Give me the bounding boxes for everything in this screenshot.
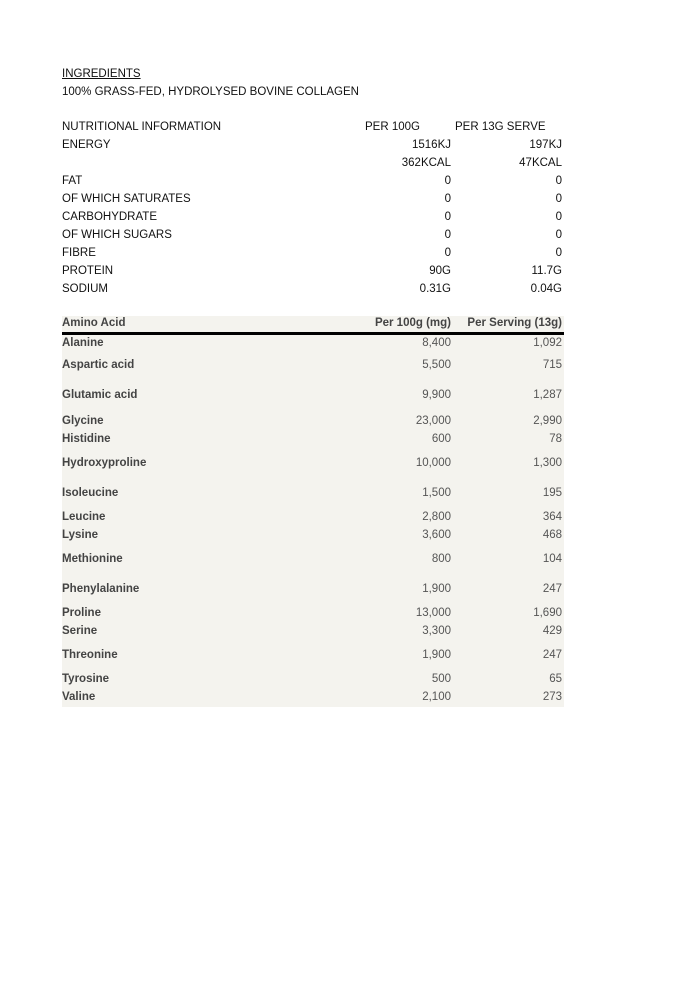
amino-row xyxy=(62,689,564,707)
amino-row-perserving: 104 xyxy=(542,553,562,565)
amino-row-name: Isoleucine xyxy=(62,487,119,499)
amino-row-per100g: 10,000 xyxy=(415,457,451,469)
nutrition-header-label: NUTRITIONAL INFORMATION xyxy=(62,121,222,133)
nutrition-row-label: SODIUM xyxy=(62,283,108,295)
amino-row xyxy=(62,623,564,647)
amino-row-perserving: 247 xyxy=(542,583,562,595)
amino-row-perserving: 1,300 xyxy=(533,457,562,469)
nutrition-row xyxy=(62,283,564,301)
amino-row xyxy=(62,357,564,387)
amino-row-perserving: 273 xyxy=(542,691,562,703)
amino-row-per100g: 3,300 xyxy=(422,625,451,637)
amino-row-per100g: 23,000 xyxy=(415,415,451,427)
amino-row-name: Methionine xyxy=(62,553,123,565)
amino-row-per100g: 1,900 xyxy=(422,649,451,661)
nutrition-row-label: OF WHICH SUGARS xyxy=(62,229,172,241)
nutrition-row-label: ENERGY xyxy=(62,139,111,151)
nutrition-row xyxy=(62,157,564,175)
amino-row-per100g: 3,600 xyxy=(422,529,451,541)
nutrition-row xyxy=(62,139,564,157)
amino-row xyxy=(62,431,564,455)
amino-row xyxy=(62,551,564,581)
amino-row-per100g: 13,000 xyxy=(415,607,451,619)
nutrition-row-perserve: 0 xyxy=(555,175,562,187)
amino-row-perserving: 2,990 xyxy=(533,415,562,427)
amino-header-name: Amino Acid xyxy=(62,317,126,329)
ingredients-text: 100% GRASS-FED, HYDROLYSED BOVINE COLLAGEN xyxy=(62,86,359,98)
amino-row-name: Alanine xyxy=(62,337,104,349)
amino-row-name: Serine xyxy=(62,625,98,637)
amino-row-per100g: 2,800 xyxy=(422,511,451,523)
nutrition-row-per100g: 0 xyxy=(444,211,451,223)
amino-row-name: Glutamic acid xyxy=(62,389,138,401)
nutrition-row-per100g: 90G xyxy=(429,265,451,277)
nutrition-header-col1: PER 100G xyxy=(365,121,420,133)
nutrition-row-per100g: 0 xyxy=(444,247,451,259)
nutrition-row-label: CARBOHYDRATE xyxy=(62,211,157,223)
amino-row xyxy=(62,387,564,413)
amino-row-name: Proline xyxy=(62,607,101,619)
nutrition-row-perserve: 0 xyxy=(555,247,562,259)
amino-row-name: Histidine xyxy=(62,433,111,445)
nutrition-row xyxy=(62,247,564,265)
amino-row-per100g: 600 xyxy=(431,433,451,445)
amino-row-perserving: 195 xyxy=(542,487,562,499)
nutrition-header-col2: PER 13G SERVE xyxy=(455,121,546,133)
nutrition-row xyxy=(62,175,564,193)
amino-row-name: Phenylalanine xyxy=(62,583,140,595)
amino-row xyxy=(62,335,564,357)
nutrition-row-label: FAT xyxy=(62,175,83,187)
amino-row-name: Leucine xyxy=(62,511,106,523)
amino-row xyxy=(62,605,564,623)
amino-row-name: Lysine xyxy=(62,529,99,541)
nutrition-row-perserve: 47KCAL xyxy=(519,157,562,169)
ingredients-heading: INGREDIENTS xyxy=(62,68,141,80)
nutrition-row xyxy=(62,193,564,211)
nutrition-row xyxy=(62,211,564,229)
amino-row-perserving: 364 xyxy=(542,511,562,523)
amino-row xyxy=(62,527,564,551)
amino-row-name: Tyrosine xyxy=(62,673,110,685)
nutrition-row-per100g: 0 xyxy=(444,229,451,241)
amino-table-header xyxy=(62,316,564,335)
amino-row-name: Threonine xyxy=(62,649,118,661)
amino-row-per100g: 500 xyxy=(431,673,451,685)
amino-row xyxy=(62,671,564,689)
amino-row-name: Aspartic acid xyxy=(62,359,135,371)
nutrition-row-label: OF WHICH SATURATES xyxy=(62,193,191,205)
amino-row xyxy=(62,413,564,431)
amino-row-per100g: 800 xyxy=(431,553,451,565)
amino-row-perserving: 468 xyxy=(542,529,562,541)
amino-row xyxy=(62,485,564,509)
nutrition-row-perserve: 11.7G xyxy=(531,265,562,277)
amino-row-per100g: 2,100 xyxy=(422,691,451,703)
nutrition-row-perserve: 0 xyxy=(555,211,562,223)
nutrition-row xyxy=(62,229,564,247)
amino-row-perserving: 247 xyxy=(542,649,562,661)
amino-row xyxy=(62,455,564,485)
nutrition-row-perserve: 0 xyxy=(555,193,562,205)
amino-acid-table xyxy=(62,316,564,707)
nutrition-row-per100g: 0 xyxy=(444,193,451,205)
amino-row-perserving: 1,287 xyxy=(533,389,562,401)
nutrition-row-perserve: 197KJ xyxy=(529,139,562,151)
amino-row-name: Valine xyxy=(62,691,96,703)
amino-row-perserving: 65 xyxy=(549,673,562,685)
nutrition-row-per100g: 362KCAL xyxy=(401,157,451,169)
nutrition-row-per100g: 1516KJ xyxy=(411,139,451,151)
nutrition-row-perserve: 0 xyxy=(555,229,562,241)
amino-row xyxy=(62,509,564,527)
amino-row-name: Glycine xyxy=(62,415,104,427)
amino-row-perserving: 715 xyxy=(542,359,562,371)
amino-header-col1: Per 100g (mg) xyxy=(374,317,451,329)
amino-row-per100g: 1,500 xyxy=(422,487,451,499)
nutrition-row-label: FIBRE xyxy=(62,247,96,259)
nutrition-row-per100g: 0 xyxy=(444,175,451,187)
nutrition-row-perserve: 0.04G xyxy=(530,283,562,295)
nutrition-row-label: PROTEIN xyxy=(62,265,114,277)
amino-row-per100g: 1,900 xyxy=(422,583,451,595)
amino-row-perserving: 78 xyxy=(549,433,562,445)
amino-row-perserving: 1,092 xyxy=(533,337,562,349)
amino-header-col2: Per Serving (13g) xyxy=(467,317,562,329)
amino-row-name: Hydroxyproline xyxy=(62,457,147,469)
nutrition-row-per100g: 0.31G xyxy=(419,283,451,295)
amino-row-per100g: 5,500 xyxy=(422,359,451,371)
amino-row-perserving: 429 xyxy=(542,625,562,637)
nutrition-row xyxy=(62,265,564,283)
amino-row xyxy=(62,581,564,605)
amino-row-per100g: 8,400 xyxy=(422,337,451,349)
amino-row xyxy=(62,647,564,671)
amino-row-perserving: 1,690 xyxy=(533,607,562,619)
amino-row-per100g: 9,900 xyxy=(422,389,451,401)
nutrition-header xyxy=(62,121,564,139)
